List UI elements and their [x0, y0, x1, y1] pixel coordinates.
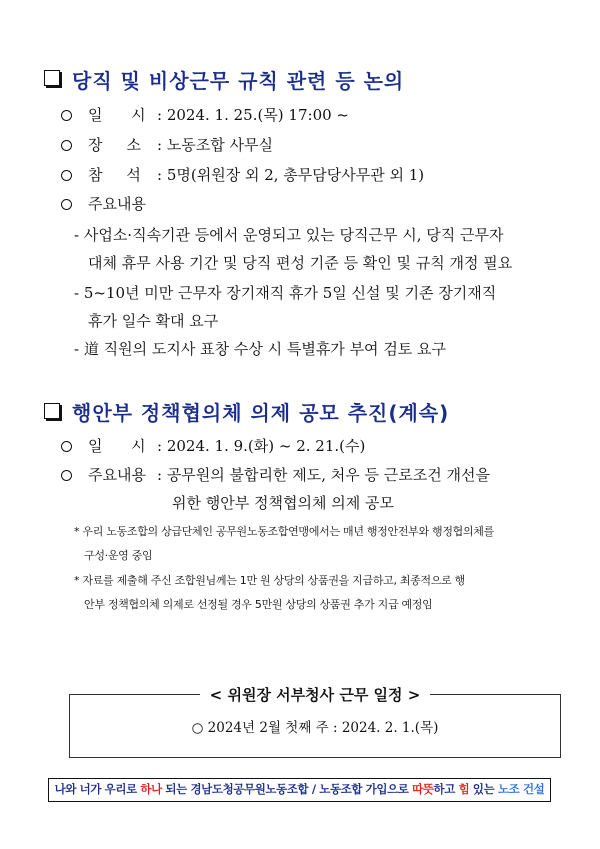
s2-note-2: * 자료를 제출해 주신 조합원님께는 1만 원 상당의 상품권을 지급하고, 최종적으로 행 [74, 574, 466, 587]
checkbox-square-icon [44, 70, 60, 86]
s1-content-label: 주요내용 [88, 195, 146, 213]
s1-date-value: : 2024. 1. 25.(목) 17:00 ~ [157, 106, 349, 124]
s2-note-1-cont: 구성·운영 중임 [84, 549, 153, 562]
slogan-part-1: 나와 너가 우리로 [54, 782, 141, 796]
circle-bullet-icon [61, 441, 72, 452]
s1-bullet-2-cont: 휴가 일수 확대 요구 [88, 312, 219, 330]
schedule-title: < 위원장 서부청사 근무 일정 > [200, 686, 431, 704]
slogan-part-3: 되는 경남도청공무원노동조합 / 노동조합 가입으로 [161, 782, 413, 796]
slogan-part-7: 있는 [469, 782, 498, 796]
slogan-part-6: 힘 [458, 782, 470, 796]
s1-bullet-1: - 사업소·직속기관 등에서 운영되고 있는 당직근무 시, 당직 근무자 [74, 226, 504, 244]
section1-title: 당직 및 비상근무 규칙 관련 등 논의 [72, 69, 405, 93]
schedule-item: ○ 2024년 2월 첫째 주 : 2024. 2. 1.(목) [191, 720, 439, 736]
slogan-part-8: 노조 건설 [497, 782, 545, 796]
s2-content-value: : 공무원의 불합리한 제도, 처우 등 근로조건 개선을 [157, 466, 491, 484]
slogan-part-5: 하고 [433, 782, 459, 796]
section2-title: 행안부 정책협의체 의제 공모 추진(계속) [72, 401, 450, 425]
s2-note-2-cont: 안부 정책협의체 의제로 선정될 경우 5만원 상당의 상품권 추가 지급 예정임 [84, 598, 433, 611]
slogan-part-2: 하나 [140, 782, 162, 796]
circle-bullet-icon [61, 140, 72, 151]
s2-date-label: 일 시 [88, 437, 146, 455]
checkbox-square-icon [44, 403, 60, 419]
s2-content-value-cont: 위한 행안부 정책협의체 의제 공모 [172, 494, 394, 512]
circle-bullet-icon [61, 170, 72, 181]
s2-content-label: 주요내용 [88, 466, 146, 484]
circle-bullet-icon [61, 110, 72, 121]
slogan-banner [48, 778, 551, 802]
s1-bullet-3: - 道 직원의 도지사 표창 수상 시 특별휴가 부여 검토 요구 [74, 340, 447, 358]
s2-note-1: * 우리 노동조합의 상급단체인 공무원노동조합연맹에서는 매년 행정안전부와 행정협의체를 [74, 525, 494, 538]
slogan-part-4: 따뜻 [412, 782, 434, 796]
circle-bullet-icon [61, 470, 72, 481]
s1-place-label: 장 소 [88, 136, 141, 154]
circle-bullet-icon [61, 199, 72, 210]
s1-bullet-2: - 5~10년 미만 근무자 장기재직 휴가 5일 신설 및 기존 장기재직 [74, 284, 497, 302]
s1-attend-label: 참 석 [88, 166, 141, 184]
s1-bullet-1-cont: 대체 휴무 사용 기간 및 당직 편성 기준 등 확인 및 규칙 개정 필요 [88, 254, 513, 272]
schedule-box [69, 686, 561, 758]
s1-date-label: 일 시 [88, 106, 146, 124]
s2-date-value: : 2024. 1. 9.(화) ~ 2. 21.(수) [157, 437, 366, 455]
s1-place-value: : 노동조합 사무실 [157, 136, 274, 154]
s1-attend-value: : 5명(위원장 외 2, 총무담당사무관 외 1) [157, 166, 425, 184]
